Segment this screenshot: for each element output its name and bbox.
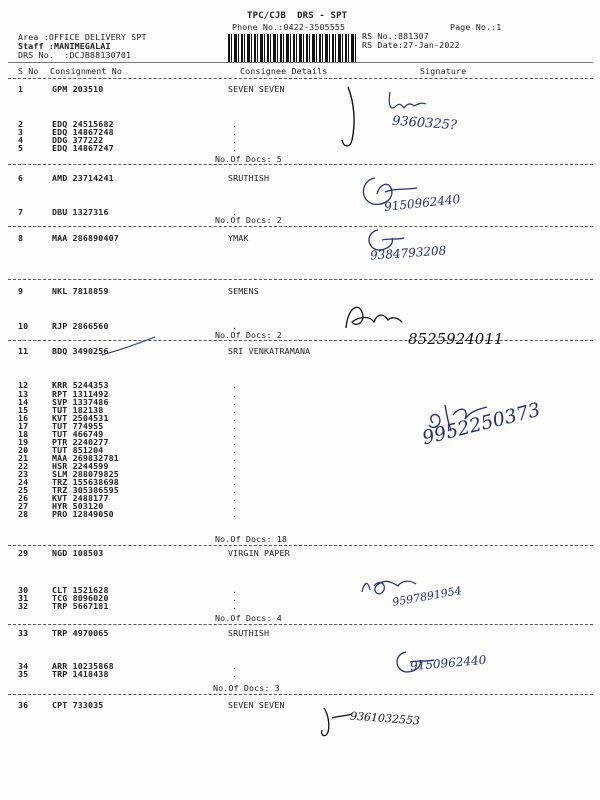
staff-label: Staff :MANIMEGALAI	[18, 41, 111, 51]
row-consignee: .	[232, 445, 238, 455]
group-separator	[8, 624, 593, 625]
group-total: No.Of Docs: 2	[215, 215, 282, 225]
row-consignee: SEVEN SEVEN	[228, 700, 285, 710]
row-sno: 8	[18, 233, 24, 243]
group-total: No.Of Docs: 4	[215, 613, 282, 623]
header-rule-top	[8, 62, 593, 63]
row-consignment-no: CPT 733035	[52, 700, 104, 710]
row-consignment-no: TRZ 155638698	[52, 477, 119, 487]
row-sno: 18	[18, 429, 29, 439]
row-sno: 17	[18, 421, 29, 431]
row-consignee: .	[232, 661, 238, 671]
signature-5-phone: 9952250373	[420, 398, 543, 450]
row-sno: 15	[18, 405, 29, 415]
row-sno: 32	[18, 601, 29, 611]
row-consignment-no: NGD 108503	[52, 548, 104, 558]
group-separator	[8, 694, 593, 695]
row-sno: 31	[18, 593, 29, 603]
signature-6-phone: 9597891954	[391, 584, 463, 609]
row-consignment-no: DDG 377222	[52, 135, 104, 145]
row-consignee: .	[232, 321, 238, 331]
row-sno: 12	[18, 380, 29, 390]
row-sno: 36	[18, 700, 29, 710]
row-consignee: SRUTHISH	[228, 628, 270, 638]
row-consignment-no: TRZ 305386595	[52, 485, 119, 495]
row-consignee: .	[232, 397, 238, 407]
row-consignment-no: TUT 182138	[52, 405, 104, 415]
row-consignment-no: EDQ 24515682	[52, 119, 114, 129]
row-consignment-no: MAA 269832781	[52, 453, 119, 463]
row-sno: 6	[18, 173, 24, 183]
row-consignee: .	[232, 477, 238, 487]
row-consignment-no: TCG 8096020	[52, 593, 109, 603]
group-total: No.Of Docs: 3	[213, 683, 280, 693]
row-consignee: SEMENS	[228, 286, 259, 296]
row-consignment-no: KVT 2488177	[52, 493, 109, 503]
row-sno: 26	[18, 493, 29, 503]
row-consignee: .	[232, 135, 238, 145]
row-sno: 19	[18, 437, 29, 447]
row-consignee: .	[232, 405, 238, 415]
row-consignee: .	[232, 127, 238, 137]
row-consignee: .	[232, 669, 238, 679]
row-consignment-no: TUT 851204	[52, 445, 104, 455]
row-sno: 20	[18, 445, 29, 455]
signature-2-phone: 9150962440	[383, 192, 461, 214]
area-label: Area :OFFICE DELIVERY SPT	[18, 32, 147, 42]
group-separator	[8, 545, 593, 546]
row-sno: 29	[18, 548, 29, 558]
page-number: Page No.:1	[450, 22, 502, 32]
row-consignment-no: TRP 5667181	[52, 601, 109, 611]
drs-number: DRS No. :DCJB88130701	[18, 50, 132, 60]
row-sno: 10	[18, 321, 29, 331]
row-sno: 3	[18, 127, 24, 137]
row-sno: 14	[18, 397, 29, 407]
row-consignee: .	[232, 143, 238, 153]
group-separator	[8, 279, 593, 280]
row-sno: 9	[18, 286, 24, 296]
row-consignment-no: SVP 1337486	[52, 397, 109, 407]
col-header-consignee: Consignee Details	[240, 66, 328, 76]
row-consignee: .	[232, 207, 238, 217]
row-consignment-no: GPM 203510	[52, 84, 104, 94]
group-total: No.Of Docs: 5	[215, 154, 282, 164]
row-consignee: .	[232, 421, 238, 431]
row-consignee: .	[232, 509, 238, 519]
document-title: TPC/CJB DRS - SPT	[247, 11, 348, 21]
row-sno: 28	[18, 509, 29, 519]
group-total: No.Of Docs: 2	[215, 330, 282, 340]
row-sno: 27	[18, 501, 29, 511]
row-sno: 33	[18, 628, 29, 638]
phone-number: Phone No.:0422-3505555	[232, 22, 346, 32]
col-header-signature: Signature	[420, 66, 467, 76]
row-consignment-no: EDQ 14867247	[52, 143, 114, 153]
signature-1-phone: 9360325?	[391, 113, 458, 134]
group-separator	[8, 340, 593, 341]
barcode	[228, 34, 356, 62]
col-header-sno: S No	[18, 66, 39, 76]
row-consignment-no: RPT 1311492	[52, 389, 109, 399]
row-sno: 16	[18, 413, 29, 423]
row-consignee: .	[232, 389, 238, 399]
row-consignment-no: SLM 288079825	[52, 469, 119, 479]
group-separator	[8, 164, 593, 165]
row-sno: 35	[18, 669, 29, 679]
row-sno: 21	[18, 453, 29, 463]
row-consignee: .	[232, 453, 238, 463]
row-sno: 13	[18, 389, 29, 399]
signature-4-phone: 8525924011	[408, 330, 504, 348]
row-consignee: .	[232, 593, 238, 603]
row-consignment-no: CLT 1521628	[52, 585, 109, 595]
row-sno: 24	[18, 477, 29, 487]
row-consignment-no: TUT 774955	[52, 421, 104, 431]
row-consignment-no: HYR 503120	[52, 501, 104, 511]
row-sno: 1	[18, 84, 24, 94]
pen-stroke	[100, 335, 160, 360]
row-consignment-no: ARR 10235868	[52, 661, 114, 671]
signature-3-phone: 9384793208	[369, 243, 447, 263]
row-consignment-no: KRR 5244353	[52, 380, 109, 390]
row-sno: 30	[18, 585, 29, 595]
signature-4	[340, 298, 410, 342]
row-consignee: .	[232, 461, 238, 471]
row-consignment-no: KVT 2504531	[52, 413, 109, 423]
row-consignee: .	[232, 493, 238, 503]
row-sno: 22	[18, 461, 29, 471]
row-consignee: SRI VENKATRAMANA	[228, 346, 311, 356]
row-consignee: SEVEN SEVEN	[228, 84, 285, 94]
row-consignee: .	[232, 413, 238, 423]
row-consignment-no: BDQ 3490256	[52, 346, 109, 356]
row-consignment-no: NKL 7818859	[52, 286, 109, 296]
col-header-consignment: Consignment No	[50, 66, 123, 76]
signature-8-phone: 9361032553	[349, 709, 421, 728]
row-consignee: .	[232, 585, 238, 595]
row-consignee: .	[232, 380, 238, 390]
row-consignee: YMAK	[228, 233, 249, 243]
row-consignee: .	[232, 429, 238, 439]
row-consignee: .	[232, 469, 238, 479]
row-consignment-no: MAA 286890407	[52, 233, 119, 243]
row-consignee: VIRGIN PAPER	[228, 548, 290, 558]
row-sno: 4	[18, 135, 24, 145]
row-consignment-no: RJP 2866560	[52, 321, 109, 331]
row-consignment-no: EDQ 14867248	[52, 127, 114, 137]
row-consignment-no: TRP 4970065	[52, 628, 109, 638]
row-consignee: .	[232, 601, 238, 611]
row-consignee: .	[232, 119, 238, 129]
rs-date: RS Date:27-Jan-2022	[362, 40, 460, 50]
signature-7-phone: 9150962440	[409, 652, 487, 674]
row-consignee: .	[232, 501, 238, 511]
row-sno: 25	[18, 485, 29, 495]
row-sno: 23	[18, 469, 29, 479]
row-consignee: SRUTHISH	[228, 173, 270, 183]
group-separator	[8, 226, 593, 227]
row-consignment-no: DBU 1327316	[52, 207, 109, 217]
row-consignee: .	[232, 485, 238, 495]
header-rule-bottom	[8, 78, 593, 79]
row-consignment-no: AMD 23714241	[52, 173, 114, 183]
group-total: No.Of Docs: 18	[215, 534, 288, 544]
row-consignment-no: HSR 2244599	[52, 461, 109, 471]
row-consignee: .	[232, 437, 238, 447]
row-consignment-no: PTR 2240277	[52, 437, 109, 447]
row-sno: 2	[18, 119, 24, 129]
row-consignment-no: TRP 1418438	[52, 669, 109, 679]
row-sno: 34	[18, 661, 29, 671]
row-consignment-no: TUT 466749	[52, 429, 104, 439]
rs-number: RS No.:881307	[362, 31, 429, 41]
row-sno: 5	[18, 143, 24, 153]
row-consignment-no: PRO 12849050	[52, 509, 114, 519]
row-sno: 7	[18, 207, 24, 217]
row-sno: 11	[18, 346, 29, 356]
